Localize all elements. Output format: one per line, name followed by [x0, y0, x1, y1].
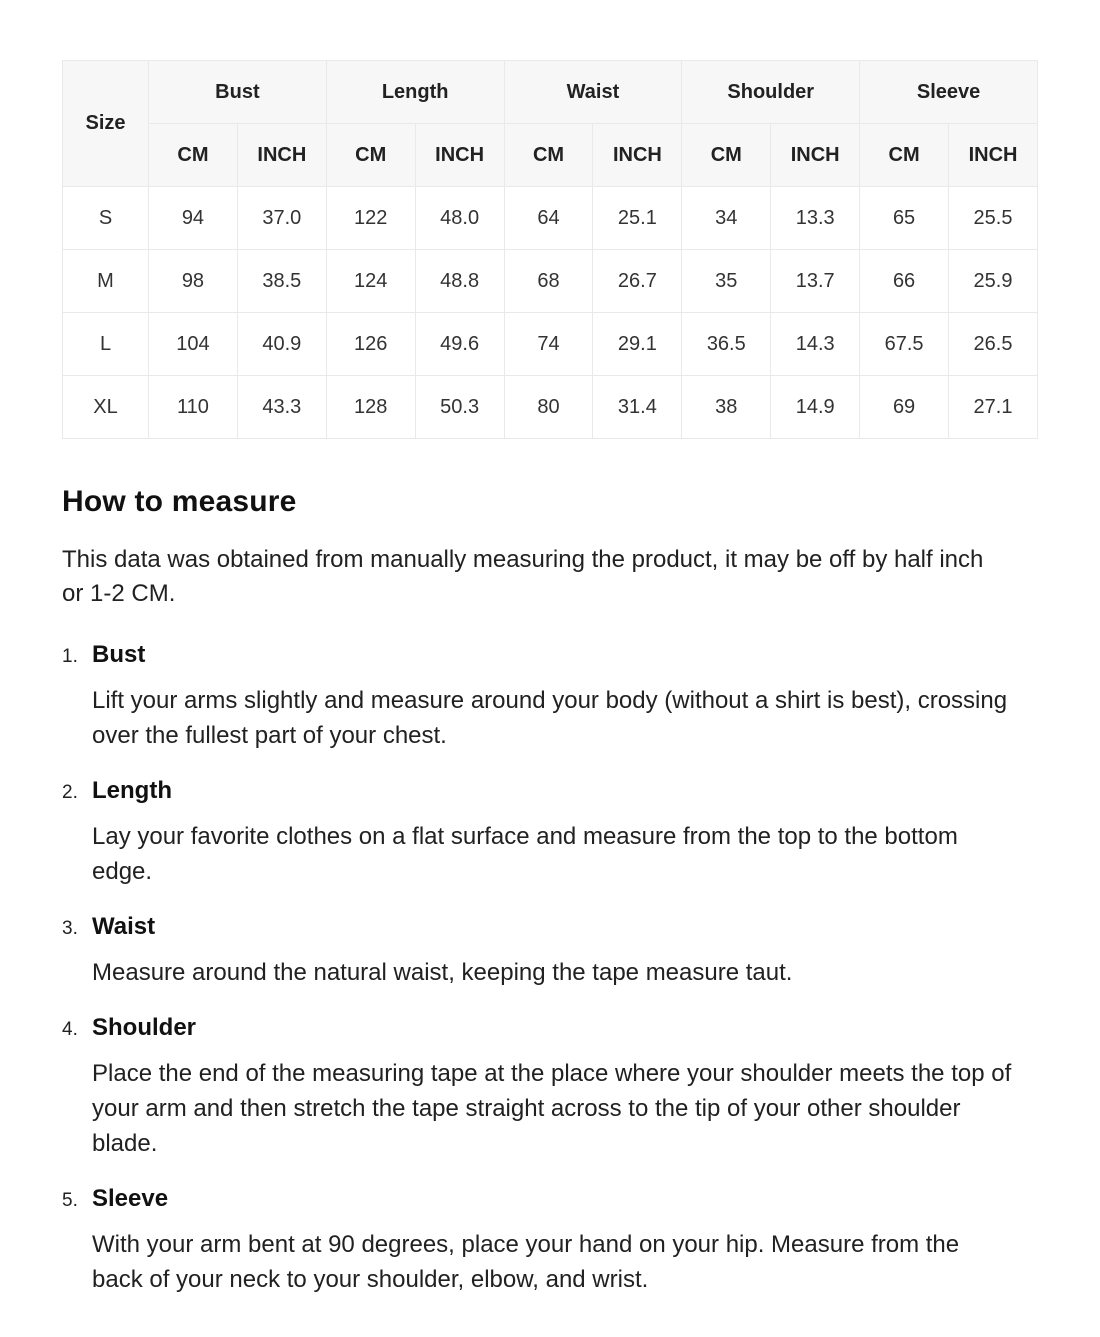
step-description: Measure around the natural waist, keeping the tape measure taut.: [92, 959, 793, 986]
size-chart-body: [63, 187, 1038, 439]
measurement-cell: 69: [860, 376, 949, 439]
measure-step-bust: [62, 641, 1038, 753]
measurement-cell: 128: [326, 376, 415, 439]
measurement-cell: 38.5: [237, 250, 326, 313]
measurement-cell: 35: [682, 250, 771, 313]
measure-step-shoulder: [62, 1014, 1038, 1161]
size-label-cell: M: [63, 250, 149, 313]
group-header-sleeve: Sleeve: [860, 61, 1038, 124]
how-to-measure-heading: How to measure: [62, 485, 297, 518]
unit-header-cm: CM: [682, 124, 771, 187]
unit-header-row: [63, 124, 1038, 187]
group-header-length: Length: [326, 61, 504, 124]
step-term: Sleeve: [92, 1185, 169, 1212]
measurement-cell: 14.3: [771, 313, 860, 376]
size-label-cell: L: [63, 313, 149, 376]
measurement-cell: 110: [149, 376, 238, 439]
step-number: 2.: [62, 782, 78, 803]
measurement-cell: 104: [149, 313, 238, 376]
measurement-cell: 25.1: [593, 187, 682, 250]
measurement-cell: 31.4: [593, 376, 682, 439]
measurement-cell: 126: [326, 313, 415, 376]
measurement-cell: 13.7: [771, 250, 860, 313]
unit-header-inch: INCH: [237, 124, 326, 187]
measurement-cell: 26.7: [593, 250, 682, 313]
unit-header-inch: INCH: [771, 124, 860, 187]
step-heading: [62, 777, 1038, 805]
size-label-cell: XL: [63, 376, 149, 439]
size-row-l: [63, 313, 1038, 376]
group-header-waist: Waist: [504, 61, 682, 124]
step-term: Bust: [92, 641, 146, 668]
measure-step-waist: [62, 913, 1038, 990]
measurement-cell: 37.0: [237, 187, 326, 250]
step-heading: [62, 1014, 1038, 1042]
unit-header-cm: CM: [326, 124, 415, 187]
unit-header-cm: CM: [860, 124, 949, 187]
measurement-cell: 38: [682, 376, 771, 439]
measurement-cell: 49.6: [415, 313, 504, 376]
size-column-header: Size: [63, 61, 149, 187]
size-label-cell: S: [63, 187, 149, 250]
measurement-cell: 80: [504, 376, 593, 439]
measurement-cell: 29.1: [593, 313, 682, 376]
measurement-cell: 98: [149, 250, 238, 313]
measurement-cell: 66: [860, 250, 949, 313]
unit-header-inch: INCH: [415, 124, 504, 187]
measurement-cell: 14.9: [771, 376, 860, 439]
measure-step-sleeve: [62, 1185, 1038, 1297]
step-term: Length: [92, 777, 172, 804]
step-number: 4.: [62, 1019, 78, 1040]
step-description: Lift your arms slightly and measure around your body (without a shirt is best), crossing over the fullest part of your chest.: [92, 687, 1008, 749]
size-row-s: [63, 187, 1038, 250]
measurement-cell: 68: [504, 250, 593, 313]
measurement-cell: 74: [504, 313, 593, 376]
size-chart-header: [63, 61, 1038, 187]
step-description: With your arm bent at 90 degrees, place your hand on your hip. Measure from the back of your neck to your shoulder, elbow, and wrist.: [92, 1231, 960, 1293]
step-number: 3.: [62, 918, 78, 939]
measurement-cell: 34: [682, 187, 771, 250]
step-heading: [62, 1185, 1038, 1213]
step-number: 5.: [62, 1190, 78, 1211]
group-header-shoulder: Shoulder: [682, 61, 860, 124]
step-heading: [62, 913, 1038, 941]
measurement-cell: 13.3: [771, 187, 860, 250]
measure-steps-list: [62, 641, 1038, 1297]
step-term: Waist: [92, 913, 156, 940]
measurement-cell: 65: [860, 187, 949, 250]
step-number: 1.: [62, 646, 78, 667]
group-header-bust: Bust: [149, 61, 327, 124]
unit-header-inch: INCH: [593, 124, 682, 187]
measurement-cell: 25.9: [949, 250, 1038, 313]
unit-header-cm: CM: [149, 124, 238, 187]
measurement-cell: 48.0: [415, 187, 504, 250]
measurement-cell: 67.5: [860, 313, 949, 376]
measurement-cell: 122: [326, 187, 415, 250]
measure-step-length: [62, 777, 1038, 889]
how-to-measure-intro: This data was obtained from manually measuring the product, it may be off by half inch or 1-2 CM.: [62, 546, 984, 607]
group-header-row: [63, 61, 1038, 124]
measurement-cell: 48.8: [415, 250, 504, 313]
size-row-xl: [63, 376, 1038, 439]
measurement-cell: 94: [149, 187, 238, 250]
size-row-m: [63, 250, 1038, 313]
measurement-cell: 26.5: [949, 313, 1038, 376]
measurement-cell: 50.3: [415, 376, 504, 439]
unit-header-cm: CM: [504, 124, 593, 187]
measurement-cell: 43.3: [237, 376, 326, 439]
measurement-cell: 40.9: [237, 313, 326, 376]
step-description: Lay your favorite clothes on a flat surface and measure from the top to the bottom edge.: [92, 823, 958, 885]
unit-header-inch: INCH: [949, 124, 1038, 187]
measurement-cell: 64: [504, 187, 593, 250]
measurement-cell: 36.5: [682, 313, 771, 376]
measurement-cell: 124: [326, 250, 415, 313]
measurement-cell: 25.5: [949, 187, 1038, 250]
step-term: Shoulder: [92, 1014, 197, 1041]
step-heading: [62, 641, 1038, 669]
step-description: Place the end of the measuring tape at the place where your shoulder meets the top of your arm and then stretch the tape straight across to the tip of your other shoulder blade.: [92, 1060, 1012, 1157]
size-chart-table: [62, 60, 1038, 439]
measurement-cell: 27.1: [949, 376, 1038, 439]
